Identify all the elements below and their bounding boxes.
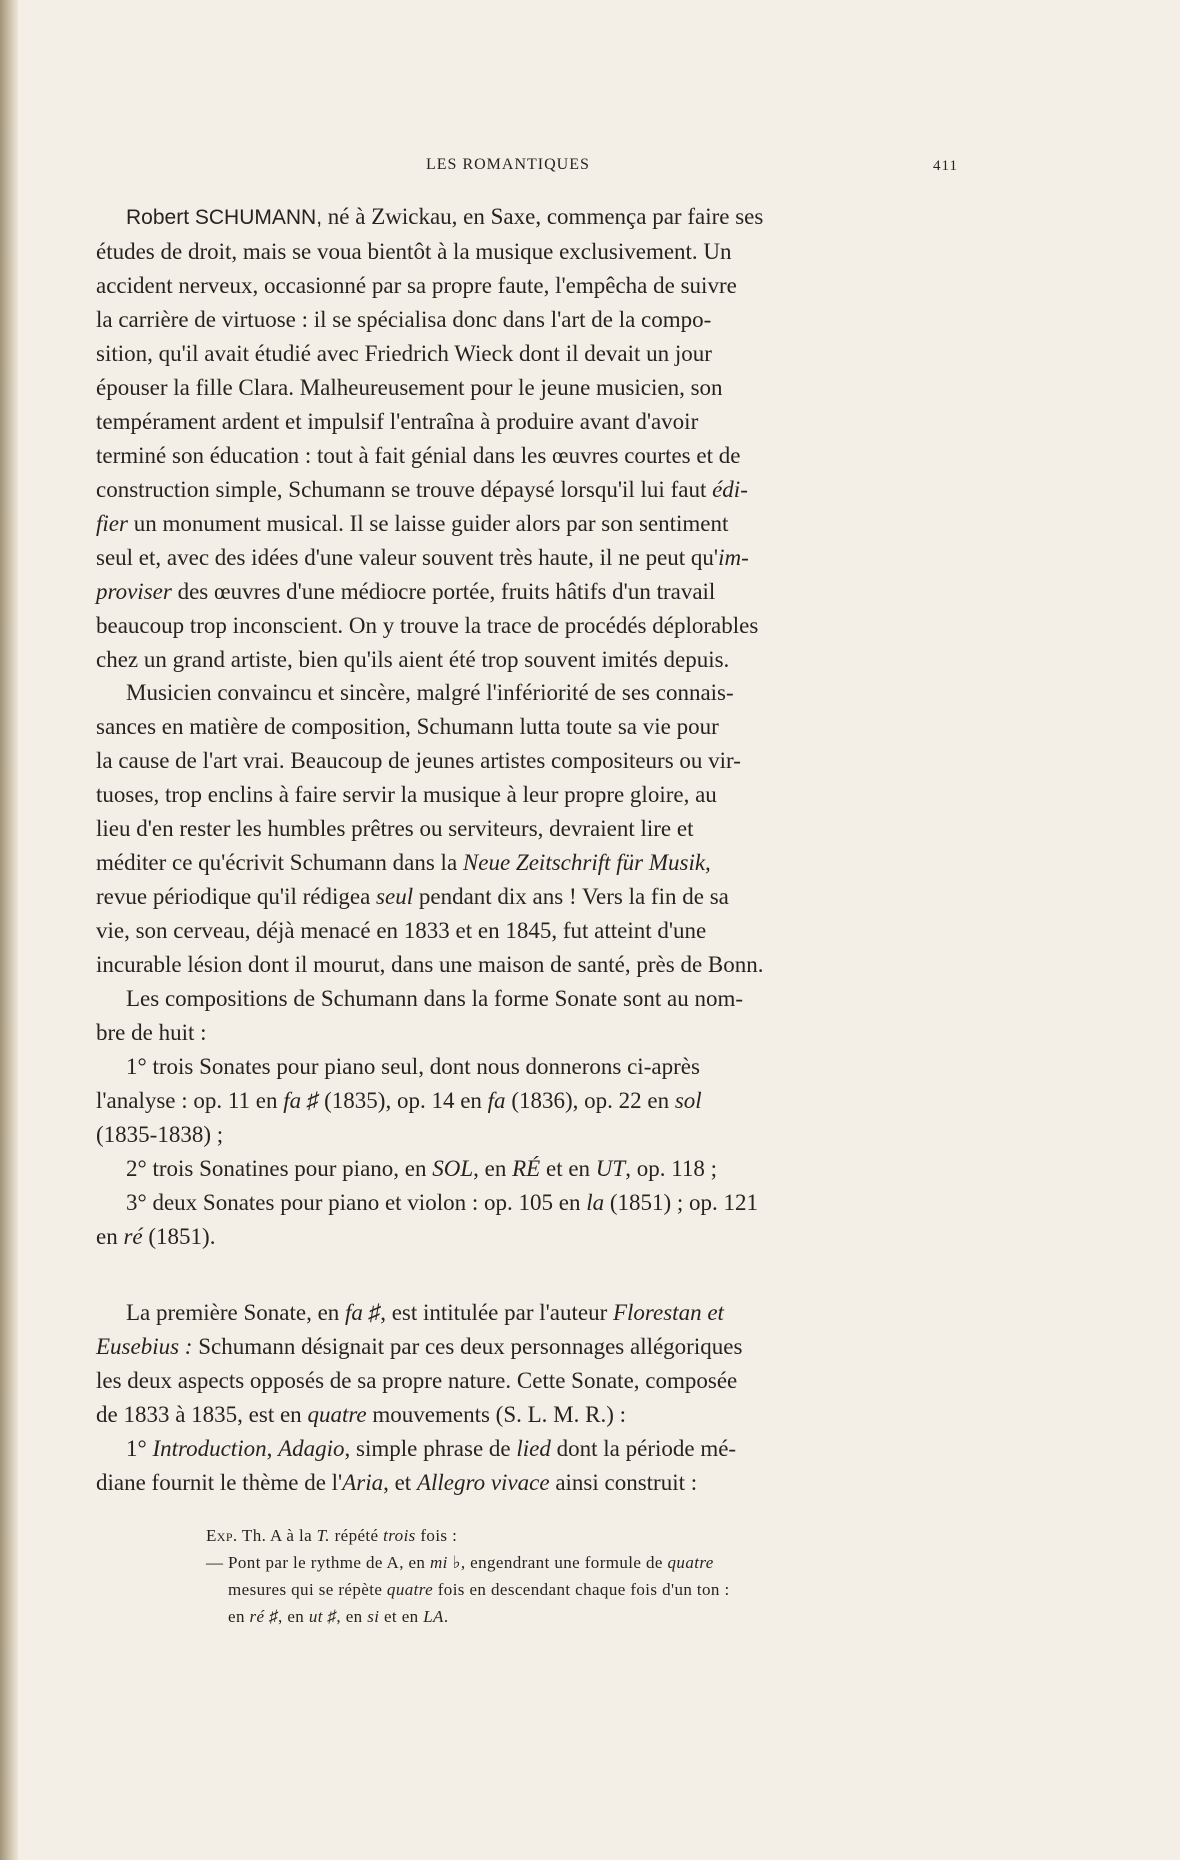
- sonata-line-1: La première Sonate, en fa ♯, est intitulée par l'auteur Florestan et: [126, 1300, 724, 1325]
- page-number: 411: [933, 158, 958, 174]
- journal-title: Neue Zeitschrift für Musik,: [462, 850, 711, 875]
- paragraph-musician: [96, 676, 958, 982]
- musician-line-8: vie, son cerveau, déjà menacé en 1833 et en 1845, fut atteint d'une: [96, 918, 707, 943]
- list-item-1-cont: l'analyse : op. 11 en fa ♯ (1835), op. 14 en fa (1836), op. 22 en sol: [96, 1088, 702, 1113]
- bio-line-5: sition, qu'il avait étudié avec Friedrich Wieck dont il devait un jour: [96, 341, 712, 366]
- analysis-note: [206, 1522, 951, 1630]
- list-item-1-dates: (1835-1838) ;: [96, 1122, 224, 1147]
- sonata-line-4: de 1833 à 1835, est en quatre mouvements (S. L. M. R.) :: [96, 1402, 627, 1427]
- list-item-3: 3° deux Sonates pour piano et violon : op. 105 en la (1851) ; op. 121: [126, 1190, 759, 1215]
- compositions-line-1: Les compositions de Schumann dans la forme Sonate sont au nom-: [126, 986, 744, 1011]
- musician-line-5: lieu d'en rester les humbles prêtres ou serviteurs, devraient lire et: [96, 816, 694, 841]
- bio-line-4: la carrière de virtuose : il se spécialisa donc dans l'art de la compo-: [96, 307, 712, 332]
- paragraph-biography: [96, 200, 958, 677]
- sonata-line-5: 1° Introduction, Adagio, simple phrase de lied dont la période mé-: [126, 1436, 737, 1461]
- bio-line-10: fier un monument musical. Il se laisse guider alors par son sentiment: [96, 511, 729, 536]
- musician-line-2: sances en matière de composition, Schumann lutta toute sa vie pour: [96, 714, 719, 739]
- analysis-line-1: Exp. Th. A à la T. répété trois fois :: [206, 1526, 458, 1545]
- musician-line-4: tuoses, trop enclins à faire servir la musique à leur propre gloire, au: [96, 782, 717, 807]
- list-item-2: 2° trois Sonatines pour piano, en SOL, en RÉ et en UT, op. 118 ;: [126, 1156, 717, 1181]
- musician-line-6: méditer ce qu'écrivit Schumann dans la Neue Zeitschrift für Musik,: [96, 850, 711, 875]
- bio-line-2: études de droit, mais se voua bientôt à la musique exclusivement. Un: [96, 239, 732, 264]
- bio-line-8: terminé son éducation : tout à fait génial dans les œuvres courtes et de: [96, 443, 741, 468]
- bio-line-1: Robert SCHUMANN, né à Zwickau, en Saxe, commença par faire ses: [126, 204, 764, 229]
- sonata-line-3: les deux aspects opposés de sa propre nature. Cette Sonate, composée: [96, 1368, 738, 1393]
- musician-line-7: revue périodique qu'il rédigea seul pendant dix ans ! Vers la fin de sa: [96, 884, 729, 909]
- analysis-line-2: — Pont par le rythme de A, en mi ♭, engendrant une formule de quatre: [206, 1553, 714, 1572]
- running-head: [96, 156, 958, 180]
- compositions-line-2: bre de huit :: [96, 1020, 207, 1045]
- musician-line-3: la cause de l'art vrai. Beaucoup de jeunes artistes compositeurs ou vir-: [96, 748, 741, 773]
- analysis-line-4: en ré ♯, en ut ♯, en si et en LA.: [228, 1607, 449, 1626]
- bio-line-11: seul et, avec des idées d'une valeur souvent très haute, il ne peut qu'im-: [96, 545, 749, 570]
- paragraph-compositions: [96, 982, 958, 1254]
- bio-line-3: accident nerveux, occasionné par sa propre faute, l'empêcha de suivre: [96, 273, 737, 298]
- subject-name: Robert SCHUMANN,: [126, 206, 323, 229]
- list-item-1: 1° trois Sonates pour piano seul, dont nous donnerons ci-après: [126, 1054, 700, 1079]
- paragraph-first-sonata: [96, 1296, 958, 1500]
- bio-line-12: proviser des œuvres d'une médiocre portée, fruits hâtifs d'un travail: [96, 579, 716, 604]
- bio-line-7: tempérament ardent et impulsif l'entraîna à produire avant d'avoir: [96, 409, 699, 434]
- list-item-3-cont: en ré (1851).: [96, 1224, 216, 1249]
- running-title: LES ROMANTIQUES: [426, 156, 590, 173]
- bio-line-13: beaucoup trop inconscient. On y trouve la trace de procédés déplorables: [96, 613, 759, 638]
- sonata-line-2: Eusebius : Schumann désignait par ces deux personnages allégoriques: [96, 1334, 743, 1359]
- bio-line-9: construction simple, Schumann se trouve dépaysé lorsqu'il lui faut édi-: [96, 477, 748, 502]
- analysis-line-3: mesures qui se répète quatre fois en descendant chaque fois d'un ton :: [228, 1580, 730, 1599]
- musician-line-9: incurable lésion dont il mourut, dans une maison de santé, près de Bonn.: [96, 952, 764, 977]
- bio-line-6: épouser la fille Clara. Malheureusement pour le jeune musicien, son: [96, 375, 723, 400]
- sonata-line-6: diane fournit le thème de l'Aria, et Allegro vivace ainsi construit :: [96, 1470, 698, 1495]
- page-binding-shadow: [0, 0, 18, 1860]
- bio-line-14: chez un grand artiste, bien qu'ils aient été trop souvent imités depuis.: [96, 647, 730, 672]
- musician-line-1: Musicien convaincu et sincère, malgré l'infériorité de ses connais-: [126, 680, 734, 705]
